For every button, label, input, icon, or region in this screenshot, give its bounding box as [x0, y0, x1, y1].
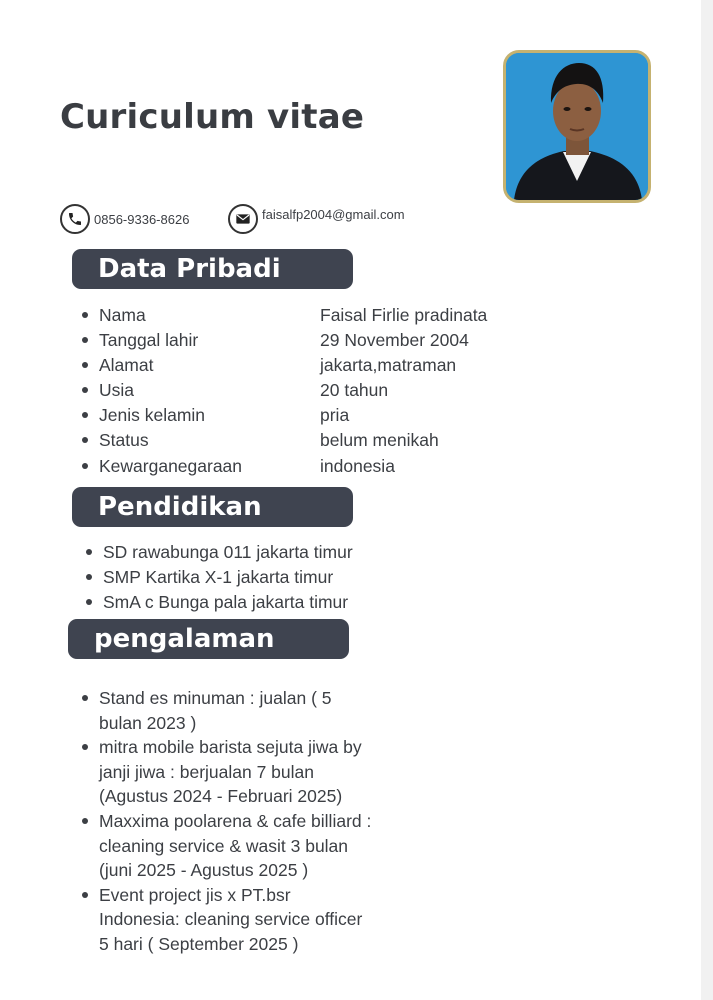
item-value: 20 tahun [320, 380, 389, 401]
item-line: (Agustus 2024 - Februari 2025) [99, 786, 343, 807]
list-item [82, 735, 412, 809]
item-line: cleaning service & wasit 3 bulan [99, 835, 349, 856]
email-address: faisalfp2004@gmail.com [262, 206, 405, 222]
item-label: Nama [99, 305, 146, 325]
item-line: (juni 2025 - Agustus 2025 ) [99, 860, 309, 881]
contact-phone [60, 204, 189, 234]
list-item [82, 809, 412, 883]
page-title: Curiculum vitae [60, 97, 365, 137]
phone-number: 0856-9336-8626 [94, 211, 190, 227]
item-line: Event project jis x PT.bsr [99, 884, 291, 905]
item-value: Faisal Firlie pradinata [320, 305, 488, 325]
item-value: belum menikah [320, 430, 439, 451]
item-line: Stand es minuman : jualan ( 5 [99, 688, 332, 708]
list-item [82, 455, 542, 480]
list-item [82, 686, 412, 735]
experience-list [82, 686, 412, 957]
list-item [82, 883, 412, 957]
contact-email [228, 204, 405, 234]
item-label: Tanggal lahir [99, 330, 199, 351]
item-line: janji jiwa : berjualan 7 bulan [99, 761, 314, 782]
section-header-experience: pengalaman [68, 619, 349, 659]
list-item [82, 304, 542, 329]
section-header-education: Pendidikan [72, 487, 353, 527]
profile-photo [503, 50, 651, 203]
education-list [86, 541, 446, 616]
item-value: pria [320, 405, 350, 426]
list-item [82, 354, 542, 379]
list-item [82, 379, 542, 404]
phone-icon [60, 204, 90, 234]
item-value: jakarta,matraman [320, 355, 457, 376]
item-label: Status [99, 430, 149, 451]
list-item [82, 404, 542, 429]
list-item: SmA c Bunga pala jakarta timur [86, 591, 446, 616]
item-value: indonesia [320, 455, 395, 476]
section-header-personal: Data Pribadi [72, 249, 353, 289]
item-label: Usia [99, 380, 135, 401]
item-line: mitra mobile barista sejuta jiwa by [99, 737, 362, 758]
item-value: 29 November 2004 [320, 330, 469, 351]
list-item: SMP Kartika X-1 jakarta timur [86, 566, 446, 591]
list-item: SD rawabunga 011 jakarta timur [86, 541, 446, 566]
item-label: Jenis kelamin [99, 405, 206, 426]
mail-icon [228, 204, 258, 234]
item-line: bulan 2023 ) [99, 712, 197, 733]
item-line: Maxxima poolarena & cafe billiard : [99, 810, 372, 831]
item-label: Alamat [99, 355, 154, 376]
list-item [82, 329, 542, 354]
personal-data-list [82, 304, 542, 480]
item-label: Kewarganegaraan [99, 455, 243, 476]
page-edge [701, 0, 713, 1000]
list-item [82, 429, 542, 454]
item-line: 5 hari ( September 2025 ) [99, 933, 299, 954]
item-line: Indonesia: cleaning service officer [99, 909, 363, 930]
